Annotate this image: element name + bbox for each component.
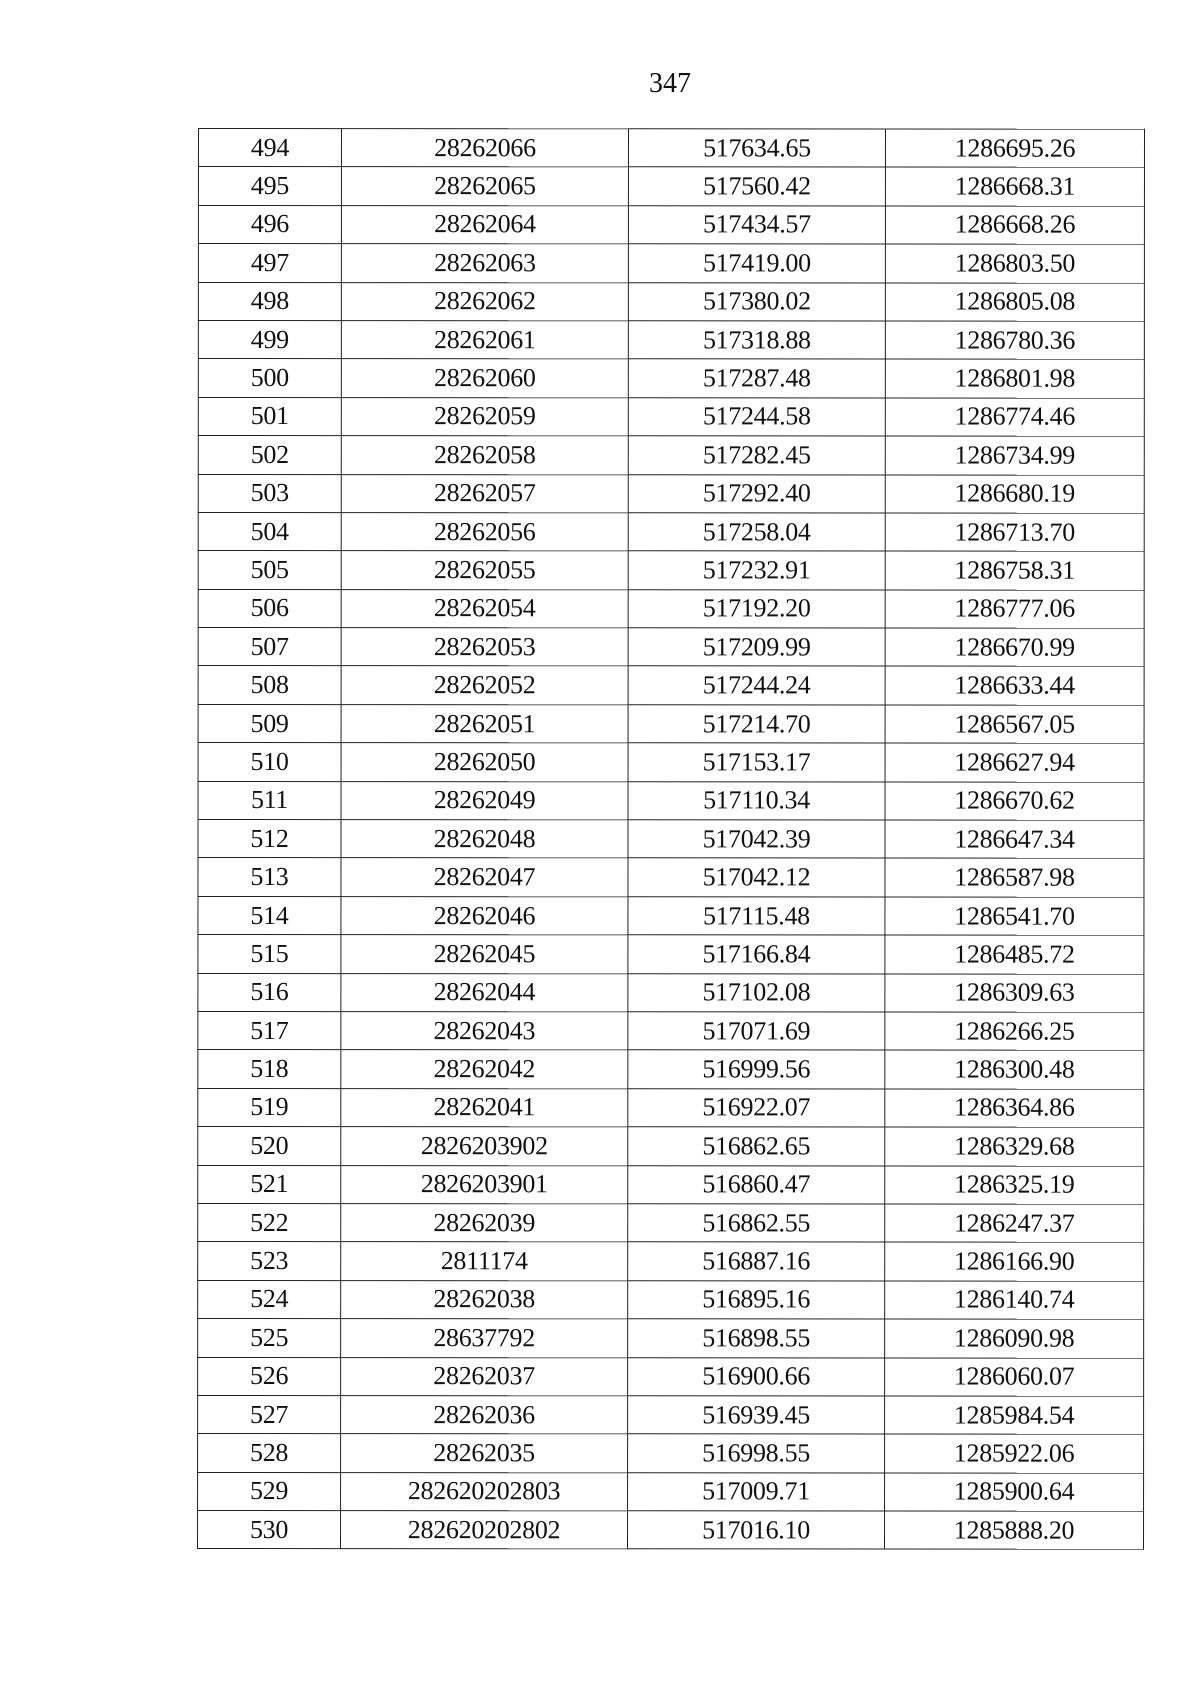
table-row — [198, 743, 1144, 782]
y-coordinate-cell: 1286777.06 — [885, 590, 1144, 629]
x-coordinate-cell: 516860.47 — [628, 1165, 885, 1204]
point-id-cell: 28262052 — [341, 666, 628, 705]
y-coordinate-cell: 1286668.31 — [885, 167, 1144, 206]
y-coordinate-cell: 1286647.34 — [885, 820, 1144, 859]
point-id-cell: 28262064 — [341, 205, 628, 244]
row-number-cell: 502 — [198, 436, 341, 474]
row-number-cell: 495 — [198, 167, 341, 205]
x-coordinate-cell: 517110.34 — [628, 781, 885, 820]
y-coordinate-cell: 1286060.07 — [885, 1357, 1144, 1396]
coordinate-table — [197, 128, 1145, 1550]
point-id-cell: 28262035 — [341, 1434, 628, 1473]
table-row — [198, 973, 1144, 1012]
table-row — [198, 474, 1144, 513]
x-coordinate-cell: 517419.00 — [628, 244, 885, 283]
y-coordinate-cell: 1286805.08 — [885, 283, 1144, 322]
point-id-cell: 28262065 — [341, 167, 628, 206]
x-coordinate-cell: 517434.57 — [628, 206, 885, 245]
x-coordinate-cell: 516898.55 — [628, 1319, 885, 1358]
x-coordinate-cell: 516887.16 — [628, 1242, 885, 1281]
x-coordinate-cell: 517209.99 — [628, 628, 885, 667]
x-coordinate-cell: 516939.45 — [628, 1396, 885, 1435]
point-id-cell: 28262039 — [341, 1204, 628, 1243]
point-id-cell: 282620202802 — [341, 1511, 628, 1550]
table-row — [198, 858, 1144, 897]
point-id-cell: 2826203902 — [341, 1127, 628, 1166]
point-id-cell: 2811174 — [341, 1242, 628, 1281]
y-coordinate-cell: 1286670.62 — [885, 782, 1144, 821]
x-coordinate-cell: 517016.10 — [628, 1511, 885, 1550]
row-number-cell: 501 — [198, 397, 341, 435]
row-number-cell: 509 — [198, 704, 341, 742]
point-id-cell: 28262063 — [341, 244, 628, 283]
y-coordinate-cell: 1286364.86 — [885, 1089, 1144, 1128]
row-number-cell: 513 — [198, 858, 341, 896]
point-id-cell: 28262045 — [341, 935, 628, 974]
y-coordinate-cell: 1286695.26 — [885, 129, 1144, 168]
table-row — [198, 1319, 1144, 1358]
y-coordinate-cell: 1286713.70 — [885, 513, 1144, 552]
x-coordinate-cell: 517282.45 — [628, 436, 885, 475]
table-row — [198, 282, 1144, 321]
y-coordinate-cell: 1286803.50 — [885, 244, 1144, 283]
row-number-cell: 526 — [198, 1357, 341, 1395]
row-number-cell: 523 — [198, 1242, 341, 1280]
row-number-cell: 520 — [198, 1127, 341, 1165]
row-number-cell: 510 — [198, 743, 341, 781]
row-number-cell: 505 — [198, 551, 341, 589]
row-number-cell: 515 — [198, 935, 341, 973]
row-number-cell: 508 — [198, 666, 341, 704]
point-id-cell: 28262050 — [341, 743, 628, 782]
y-coordinate-cell: 1286140.74 — [885, 1281, 1144, 1320]
table-row — [198, 1203, 1144, 1242]
y-coordinate-cell: 1286633.44 — [885, 666, 1144, 705]
x-coordinate-cell: 517071.69 — [628, 1012, 885, 1051]
table-row — [198, 1127, 1144, 1166]
table-row — [198, 551, 1144, 590]
table-row — [198, 205, 1144, 244]
y-coordinate-cell: 1286801.98 — [885, 359, 1144, 398]
point-id-cell: 28262058 — [341, 436, 628, 475]
y-coordinate-cell: 1286780.36 — [885, 321, 1144, 360]
point-id-cell: 28262057 — [341, 474, 628, 513]
table-row — [198, 820, 1144, 859]
y-coordinate-cell: 1286758.31 — [885, 551, 1144, 590]
y-coordinate-cell: 1286266.25 — [885, 1012, 1144, 1051]
x-coordinate-cell: 516895.16 — [628, 1281, 885, 1320]
table-row — [198, 167, 1144, 206]
row-number-cell: 522 — [198, 1203, 341, 1241]
table-row — [198, 1357, 1144, 1396]
table-row — [198, 1050, 1144, 1089]
x-coordinate-cell: 517244.58 — [628, 398, 885, 437]
y-coordinate-cell: 1286309.63 — [885, 974, 1144, 1013]
page-number: 347 — [649, 68, 691, 99]
row-number-cell: 499 — [198, 320, 341, 358]
x-coordinate-cell: 516998.55 — [628, 1434, 885, 1473]
x-coordinate-cell: 517380.02 — [628, 282, 885, 321]
y-coordinate-cell: 1285922.06 — [885, 1434, 1144, 1473]
table-row — [198, 935, 1144, 974]
table-row — [198, 1434, 1144, 1473]
x-coordinate-cell: 516999.56 — [628, 1050, 885, 1089]
table-row — [198, 1280, 1144, 1319]
row-number-cell: 524 — [198, 1280, 341, 1318]
point-id-cell: 282620202803 — [341, 1472, 628, 1511]
y-coordinate-cell: 1286627.94 — [885, 743, 1144, 782]
y-coordinate-cell: 1286734.99 — [885, 436, 1144, 475]
x-coordinate-cell: 517009.71 — [628, 1472, 885, 1511]
table-row — [198, 397, 1144, 436]
y-coordinate-cell: 1286680.19 — [885, 474, 1144, 513]
table-row — [198, 244, 1144, 283]
table-row — [198, 666, 1144, 705]
row-number-cell: 512 — [198, 820, 341, 858]
y-coordinate-cell: 1286166.90 — [885, 1242, 1144, 1281]
row-number-cell: 517 — [198, 1011, 341, 1049]
x-coordinate-cell: 517153.17 — [628, 743, 885, 782]
row-number-cell: 529 — [198, 1472, 341, 1510]
table-row — [198, 589, 1144, 628]
row-number-cell: 496 — [198, 205, 341, 243]
point-id-cell: 28262038 — [341, 1280, 628, 1319]
x-coordinate-cell: 517214.70 — [628, 705, 885, 744]
y-coordinate-cell: 1286670.99 — [885, 628, 1144, 667]
table-row — [198, 1011, 1144, 1050]
point-id-cell: 28262066 — [341, 129, 628, 168]
table-row — [198, 1511, 1144, 1550]
x-coordinate-cell: 516862.55 — [628, 1204, 885, 1243]
row-number-cell: 504 — [198, 512, 341, 550]
row-number-cell: 528 — [198, 1434, 341, 1472]
table-row — [198, 1472, 1144, 1511]
y-coordinate-cell: 1286247.37 — [885, 1204, 1144, 1243]
y-coordinate-cell: 1286329.68 — [885, 1127, 1144, 1166]
coordinate-table-body — [198, 129, 1145, 1550]
x-coordinate-cell: 517115.48 — [628, 897, 885, 936]
point-id-cell: 28262049 — [341, 781, 628, 820]
row-number-cell: 494 — [198, 129, 341, 167]
row-number-cell: 506 — [198, 589, 341, 627]
point-id-cell: 28262060 — [341, 359, 628, 398]
table-row — [198, 1088, 1144, 1127]
row-number-cell: 500 — [198, 359, 341, 397]
x-coordinate-cell: 517560.42 — [628, 167, 885, 206]
x-coordinate-cell: 517166.84 — [628, 935, 885, 974]
y-coordinate-cell: 1286587.98 — [885, 858, 1144, 897]
point-id-cell: 28262044 — [341, 973, 628, 1012]
point-id-cell: 28262046 — [341, 896, 628, 935]
y-coordinate-cell: 1286485.72 — [885, 935, 1144, 974]
x-coordinate-cell: 517192.20 — [628, 589, 885, 628]
x-coordinate-cell: 517634.65 — [628, 129, 885, 168]
point-id-cell: 28262043 — [341, 1012, 628, 1051]
row-number-cell: 498 — [198, 282, 341, 320]
row-number-cell: 511 — [198, 781, 341, 819]
x-coordinate-cell: 517232.91 — [628, 551, 885, 590]
row-number-cell: 521 — [198, 1165, 341, 1203]
y-coordinate-cell: 1285984.54 — [885, 1396, 1144, 1435]
row-number-cell: 507 — [198, 628, 341, 666]
y-coordinate-cell: 1286668.26 — [885, 206, 1144, 245]
row-number-cell: 516 — [198, 973, 341, 1011]
x-coordinate-cell: 516922.07 — [628, 1089, 885, 1128]
x-coordinate-cell: 517287.48 — [628, 359, 885, 398]
point-id-cell: 28262056 — [341, 513, 628, 552]
x-coordinate-cell: 516900.66 — [628, 1357, 885, 1396]
table-row — [198, 436, 1144, 475]
table-row — [198, 129, 1144, 168]
y-coordinate-cell: 1286774.46 — [885, 398, 1144, 437]
table-row — [198, 1242, 1144, 1281]
x-coordinate-cell: 517042.12 — [628, 858, 885, 897]
table-row — [198, 1395, 1144, 1434]
y-coordinate-cell: 1285900.64 — [885, 1473, 1144, 1512]
y-coordinate-cell: 1286567.05 — [885, 705, 1144, 744]
x-coordinate-cell: 517042.39 — [628, 820, 885, 859]
y-coordinate-cell: 1286300.48 — [885, 1050, 1144, 1089]
point-id-cell: 28262037 — [341, 1357, 628, 1396]
row-number-cell: 514 — [198, 896, 341, 934]
y-coordinate-cell: 1286325.19 — [885, 1166, 1144, 1205]
point-id-cell: 28262041 — [341, 1088, 628, 1127]
row-number-cell: 527 — [198, 1395, 341, 1433]
table-row — [198, 320, 1144, 359]
table-row — [198, 359, 1144, 398]
point-id-cell: 28262048 — [341, 820, 628, 859]
y-coordinate-cell: 1286090.98 — [885, 1319, 1144, 1358]
y-coordinate-cell: 1285888.20 — [885, 1511, 1144, 1550]
table-row — [198, 781, 1144, 820]
table-row — [198, 512, 1144, 551]
x-coordinate-cell: 517244.24 — [628, 666, 885, 705]
row-number-cell: 518 — [198, 1050, 341, 1088]
point-id-cell: 28262062 — [341, 282, 628, 321]
x-coordinate-cell: 517258.04 — [628, 513, 885, 552]
row-number-cell: 525 — [198, 1319, 341, 1357]
point-id-cell: 28262042 — [341, 1050, 628, 1089]
row-number-cell: 519 — [198, 1088, 341, 1126]
row-number-cell: 497 — [198, 244, 341, 282]
table-row — [198, 896, 1144, 935]
point-id-cell: 28262055 — [341, 551, 628, 590]
point-id-cell: 28262059 — [341, 397, 628, 436]
point-id-cell: 28262051 — [341, 704, 628, 743]
x-coordinate-cell: 516862.65 — [628, 1127, 885, 1166]
row-number-cell: 503 — [198, 474, 341, 512]
x-coordinate-cell: 517102.08 — [628, 973, 885, 1012]
table-row — [198, 628, 1144, 667]
point-id-cell: 28637792 — [341, 1319, 628, 1358]
row-number-cell: 530 — [198, 1511, 341, 1549]
table-row — [198, 704, 1144, 743]
point-id-cell: 28262061 — [341, 321, 628, 360]
point-id-cell: 28262054 — [341, 589, 628, 628]
x-coordinate-cell: 517318.88 — [628, 321, 885, 360]
point-id-cell: 2826203901 — [341, 1165, 628, 1204]
y-coordinate-cell: 1286541.70 — [885, 897, 1144, 936]
point-id-cell: 28262047 — [341, 858, 628, 897]
point-id-cell: 28262053 — [341, 628, 628, 667]
x-coordinate-cell: 517292.40 — [628, 474, 885, 513]
point-id-cell: 28262036 — [341, 1395, 628, 1434]
table-row — [198, 1165, 1144, 1204]
